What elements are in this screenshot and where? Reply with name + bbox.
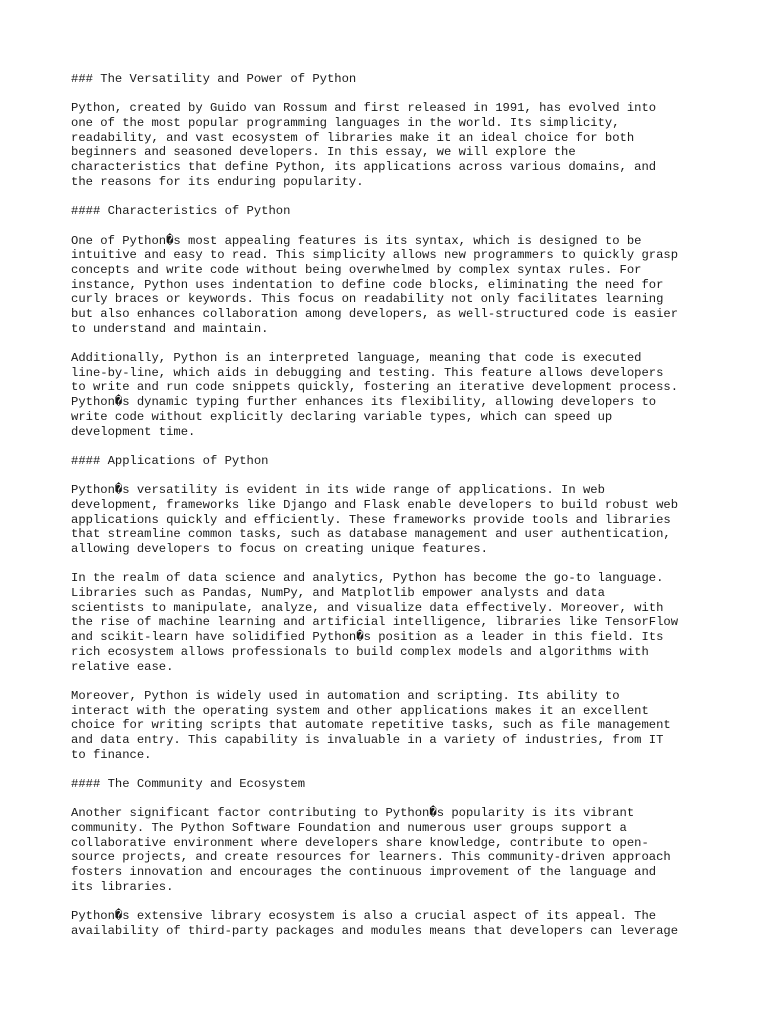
section-heading-community <box>71 777 711 792</box>
text-line: One of Python�s most appealing features is its syntax, which is designed to be <box>71 233 642 248</box>
text-line: and data entry. This capability is invaluable in a variety of industries, from IT <box>71 732 664 747</box>
text-line: #### Applications of Python <box>71 453 269 468</box>
text-line: allowing developers to focus on creating unique features. <box>71 542 488 556</box>
text-line: fosters innovation and encourages the continuous improvement of the language and <box>71 865 657 880</box>
document-page <box>71 72 711 953</box>
text-line: one of the most popular programming languages in the world. Its simplicity, <box>71 116 620 131</box>
text-line: to finance. <box>71 747 152 762</box>
text-line: Additionally, Python is an interpreted language, meaning that code is executed <box>71 351 642 366</box>
text-line: source projects, and create resources for learners. This community-driven approach <box>71 850 671 865</box>
text-line: the rise of machine learning and artificial intelligence, libraries like TensorFlow <box>71 615 679 630</box>
applications-paragraph-2 <box>71 571 711 674</box>
text-line: intuitive and easy to read. This simplicity allows new programmers to quickly grasp <box>71 248 679 263</box>
text-line: instance, Python uses indentation to define code blocks, eliminating the need for <box>71 277 664 292</box>
applications-paragraph-1 <box>71 483 711 556</box>
text-line: applications quickly and efficiently. These frameworks provide tools and libraries <box>71 512 671 527</box>
text-line: line-by-line, which aids in debugging and testing. This feature allows developers <box>71 365 664 380</box>
text-line: the reasons for its enduring popularity. <box>71 174 364 189</box>
text-line: community. The Python Software Foundation and numerous user groups support a <box>71 821 627 836</box>
text-line: development time. <box>71 424 196 439</box>
characteristics-paragraph-1 <box>71 234 711 337</box>
text-line: Another significant factor contributing to Python�s popularity is its vibrant <box>71 806 635 821</box>
text-line: scientists to manipulate, analyze, and visualize data effectively. Moreover, with <box>71 600 664 615</box>
applications-paragraph-3 <box>71 689 711 762</box>
text-line: interact with the operating system and other applications makes it an excellent <box>71 703 649 718</box>
text-line: Python�s dynamic typing further enhances its flexibility, allowing developers to <box>71 395 657 410</box>
text-line: write code without explicitly declaring variable types, which can speed up <box>71 409 613 424</box>
section-heading-characteristics <box>71 204 711 219</box>
text-line: to understand and maintain. <box>71 321 269 336</box>
text-line: beginners and seasoned developers. In this essay, we will explore the <box>71 145 576 160</box>
text-line: Python�s extensive library ecosystem is also a crucial aspect of its appeal. The <box>71 909 657 924</box>
community-paragraph-2 <box>71 909 711 938</box>
text-line: #### Characteristics of Python <box>71 204 291 219</box>
text-line: In the realm of data science and analytics, Python has become the go-to language. <box>71 571 664 586</box>
text-line: development, frameworks like Django and Flask enable developers to build robust web <box>71 497 679 512</box>
text-line: relative ease. <box>71 659 174 674</box>
text-line: but also enhances collaboration among developers, as well-structured code is easier <box>71 307 679 321</box>
text-line: concepts and write code without being overwhelmed by complex syntax rules. For <box>71 262 642 277</box>
text-line: Python, created by Guido van Rossum and first released in 1991, has evolved into <box>71 101 657 116</box>
intro-paragraph <box>71 101 711 189</box>
text-line: #### The Community and Ecosystem <box>71 777 306 791</box>
text-line: collaborative environment where developers share knowledge, contribute to open- <box>71 835 649 850</box>
text-line: curly braces or keywords. This focus on readability not only facilitates learning <box>71 292 664 307</box>
text-line: readability, and vast ecosystem of libraries make it an ideal choice for both <box>71 130 635 145</box>
text-line: availability of third-party packages and modules means that developers can leverage <box>71 923 679 938</box>
text-line: Libraries such as Pandas, NumPy, and Matplotlib empower analysts and data <box>71 586 605 601</box>
section-heading-applications <box>71 454 711 469</box>
community-paragraph-1 <box>71 806 711 894</box>
text-line: Moreover, Python is widely used in automation and scripting. Its ability to <box>71 688 620 703</box>
text-line: rich ecosystem allows professionals to build complex models and algorithms with <box>71 644 649 659</box>
text-line: choice for writing scripts that automate repetitive tasks, such as file management <box>71 718 671 733</box>
text-line: and scikit-learn have solidified Python�s position as a leader in this field. Its <box>71 630 664 645</box>
characteristics-paragraph-2 <box>71 351 711 439</box>
text-line: that streamline common tasks, such as database management and user authentication, <box>71 527 671 542</box>
text-line: ### The Versatility and Power of Python <box>71 72 357 86</box>
text-line: characteristics that define Python, its applications across various domains, and <box>71 160 657 175</box>
text-line: Python�s versatility is evident in its wide range of applications. In web <box>71 483 605 498</box>
text-line: its libraries. <box>71 879 174 894</box>
essay-title <box>71 72 711 87</box>
text-line: to write and run code snippets quickly, fostering an iterative development process. <box>71 380 679 395</box>
